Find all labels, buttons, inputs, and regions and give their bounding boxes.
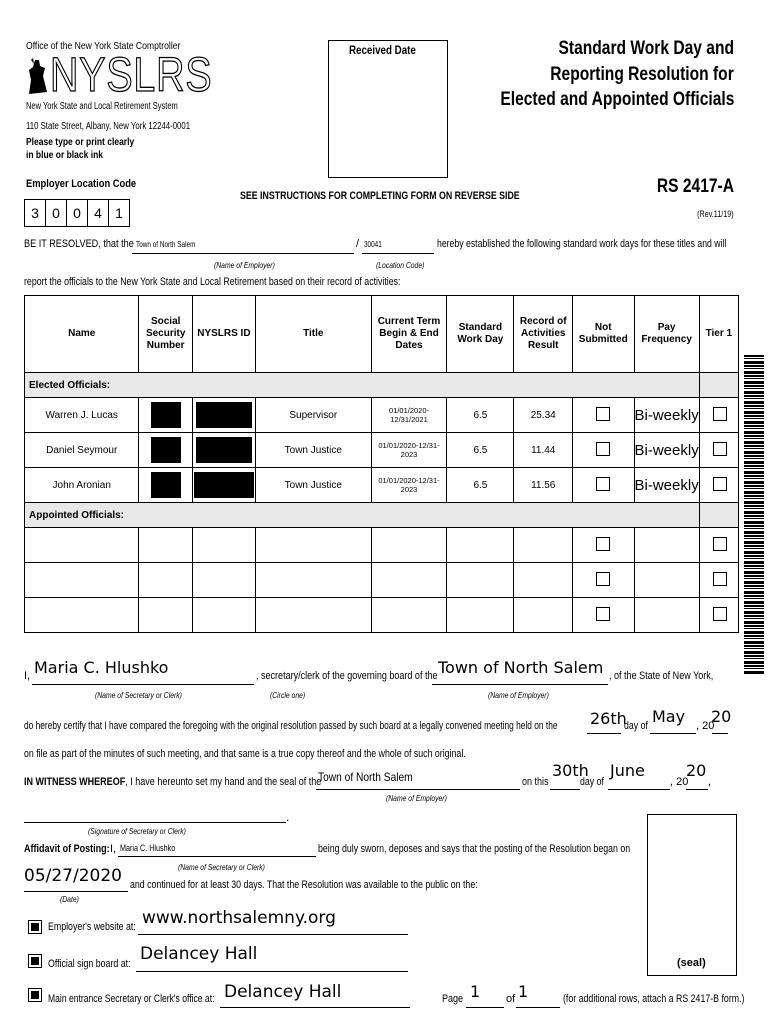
id-cell bbox=[192, 398, 255, 433]
official-name[interactable]: John Aronian bbox=[25, 468, 139, 503]
tier-checkbox[interactable] bbox=[713, 442, 727, 456]
form-title-2: Reporting Resolution for bbox=[550, 64, 734, 85]
not-submitted-cell bbox=[572, 468, 634, 503]
not-submitted-cell bbox=[572, 433, 634, 468]
table-row bbox=[25, 598, 739, 633]
official-name[interactable]: Warren J. Lucas bbox=[25, 398, 139, 433]
official-title[interactable]: Town Justice bbox=[255, 468, 371, 503]
additional-note: (for additional rows, attach a RS 2417-B form.) bbox=[563, 993, 745, 1005]
not-submitted-checkbox[interactable] bbox=[596, 572, 610, 586]
clerk-name[interactable]: Maria C. Hlushko bbox=[34, 658, 169, 677]
id-cell bbox=[192, 433, 255, 468]
affidavit-name-caption: (Name of Secretary or Clerk) bbox=[178, 862, 265, 872]
official-title[interactable]: Town Justice bbox=[255, 433, 371, 468]
official-swd[interactable]: 6.5 bbox=[447, 433, 514, 468]
official-roa[interactable]: 25.34 bbox=[514, 398, 573, 433]
not-submitted-checkbox[interactable] bbox=[596, 407, 610, 421]
witness-bold: IN WITNESS WHEREOF bbox=[24, 776, 126, 788]
not-submitted-checkbox[interactable] bbox=[596, 477, 610, 491]
appointed-label: Appointed Officials: bbox=[25, 503, 700, 528]
logo-text: NYSLRS bbox=[50, 49, 213, 102]
form-title-3: Elected and Appointed Officials bbox=[499, 89, 734, 110]
not-submitted-cell bbox=[572, 598, 634, 633]
redaction bbox=[196, 437, 252, 463]
not-submitted-cell bbox=[572, 528, 634, 563]
tier-cell bbox=[699, 528, 738, 563]
redaction bbox=[151, 472, 181, 498]
code-digit[interactable]: 4 bbox=[87, 199, 108, 227]
official-pay[interactable]: Bi-weekly bbox=[634, 398, 699, 433]
redaction bbox=[196, 402, 252, 428]
redaction bbox=[151, 437, 181, 463]
redaction bbox=[194, 472, 254, 498]
location-caption: (Location Code) bbox=[376, 260, 425, 270]
resolved-suffix: hereby established the following standard work days for these titles and will bbox=[437, 238, 727, 250]
col-header-pay-frequency: Pay Frequency bbox=[634, 296, 699, 373]
elected-label: Elected Officials: bbox=[25, 373, 700, 398]
print-note-1: Please type or print clearly bbox=[26, 137, 135, 148]
form-title-1: Standard Work Day and bbox=[558, 38, 734, 59]
not-submitted-cell bbox=[572, 398, 634, 433]
circle-caption: (Circle one) bbox=[270, 690, 306, 700]
location-code-line[interactable] bbox=[362, 253, 434, 254]
page-label: Page bbox=[442, 993, 464, 1005]
ssn-cell bbox=[139, 398, 193, 433]
tier-cell bbox=[699, 598, 738, 633]
affidavit-name[interactable]: Maria C. Hlushko bbox=[120, 843, 176, 853]
table-header-row bbox=[25, 296, 739, 373]
day-of-label: day of bbox=[624, 720, 648, 732]
official-roa[interactable]: 11.44 bbox=[514, 433, 573, 468]
revision: (Rev.11/19) bbox=[697, 209, 734, 219]
certify-i: I, bbox=[24, 670, 31, 682]
witness-day-of: day of bbox=[580, 776, 604, 788]
affidavit-label: Affidavit of Posting: bbox=[24, 843, 110, 855]
certify-line3: on file as part of the minutes of such meeting, and that same is a true copy thereof and the whole of such original. bbox=[24, 748, 466, 760]
witness-year-prefix: , 20 bbox=[670, 776, 689, 788]
witness-year[interactable]: 20 bbox=[686, 761, 707, 780]
website-label: Employer's website at: bbox=[48, 921, 136, 933]
tier-checkbox[interactable] bbox=[713, 537, 727, 551]
employer-name-line[interactable] bbox=[432, 684, 608, 685]
received-date-box[interactable] bbox=[328, 40, 448, 178]
slash: / bbox=[356, 238, 360, 250]
office-name: Office of the New York State Comptroller bbox=[26, 40, 181, 52]
appointed-section-row bbox=[25, 503, 739, 528]
sign-board-value[interactable]: Delancey Hall bbox=[140, 944, 258, 964]
not-submitted-checkbox[interactable] bbox=[596, 537, 610, 551]
employer-line[interactable] bbox=[132, 253, 354, 254]
certify-state: , of the State of New York, bbox=[609, 670, 714, 682]
resolved-line2: report the officials to the New York State and Local Retirement based on their record of activities: bbox=[24, 276, 401, 288]
col-header-not-submitted: Not Submitted bbox=[572, 296, 634, 373]
signature-caption: (Signature of Secretary or Clerk) bbox=[88, 826, 186, 836]
table-row bbox=[25, 433, 739, 468]
table-row bbox=[25, 468, 739, 503]
col-header-nyslrs-id: NYSLRS ID bbox=[192, 296, 255, 373]
witness-employer-line[interactable] bbox=[316, 789, 520, 790]
code-digit[interactable]: 1 bbox=[108, 199, 130, 227]
witness-month-line[interactable] bbox=[608, 789, 670, 790]
certify-employer[interactable]: Town of North Salem bbox=[438, 658, 604, 677]
meeting-day[interactable]: 26th bbox=[590, 709, 627, 728]
official-pay[interactable]: Bi-weekly bbox=[634, 468, 699, 503]
page-number[interactable]: 1 bbox=[470, 982, 481, 1001]
not-submitted-checkbox[interactable] bbox=[596, 442, 610, 456]
employer-code-boxes[interactable] bbox=[24, 199, 130, 227]
official-swd[interactable]: 6.5 bbox=[447, 398, 514, 433]
resolved-prefix: BE IT RESOLVED, that the bbox=[24, 238, 134, 250]
col-header-record-of-activities: Record of Activities Result bbox=[514, 296, 573, 373]
of-line[interactable] bbox=[516, 1007, 560, 1008]
witness-comma: , bbox=[708, 776, 712, 788]
clerk-caption: (Name of Secretary or Clerk) bbox=[95, 690, 182, 700]
certify-mid: , secretary/clerk of the governing board of the bbox=[256, 670, 438, 682]
employer-caption-2: (Name of Employer) bbox=[488, 690, 549, 700]
website-value[interactable]: www.northsalemny.org bbox=[142, 908, 336, 928]
affidavit-continued: and continued for at least 30 days. That the Resolution was available to the public on the: bbox=[130, 879, 478, 891]
ssn-cell bbox=[139, 468, 193, 503]
office-value[interactable]: Delancey Hall bbox=[224, 982, 342, 1002]
col-header-title: Title bbox=[255, 296, 371, 373]
witness-month[interactable]: June bbox=[610, 761, 645, 780]
resolved-location-code[interactable]: 30041 bbox=[364, 240, 382, 249]
instructions-note: SEE INSTRUCTIONS FOR COMPLETING FORM ON REVERSE SIDE bbox=[240, 190, 520, 202]
tier-checkbox[interactable] bbox=[713, 407, 727, 421]
employer-caption: (Name of Employer) bbox=[214, 260, 275, 270]
sign-board-label: Official sign board at: bbox=[48, 958, 131, 970]
official-pay[interactable]: Bi-weekly bbox=[634, 433, 699, 468]
posting-date-line[interactable] bbox=[24, 891, 128, 892]
office-line[interactable] bbox=[220, 1007, 410, 1008]
not-submitted-checkbox[interactable] bbox=[596, 607, 610, 621]
seal-label: (seal) bbox=[677, 957, 706, 969]
official-name[interactable]: Daniel Seymour bbox=[25, 433, 139, 468]
tier-cell bbox=[699, 398, 738, 433]
witness-day[interactable]: 30th bbox=[552, 761, 589, 780]
official-term[interactable]: 01/01/2020-12/31-2023 bbox=[371, 468, 447, 503]
date-caption: (Date) bbox=[60, 894, 79, 904]
print-note-2: in blue or black ink bbox=[26, 150, 103, 161]
col-header-name: Name bbox=[25, 296, 139, 373]
meeting-year[interactable]: 20 bbox=[711, 707, 732, 726]
tier-cell bbox=[699, 433, 738, 468]
col-header-term: Current Term Begin & End Dates bbox=[371, 296, 447, 373]
certify-line2: do hereby certify that I have compared the foregoing with the original resolution passed by such board at a legally convened meeting held on the bbox=[24, 720, 558, 732]
office-label: Main entrance Secretary or Clerk's office at: bbox=[48, 993, 215, 1005]
redaction bbox=[151, 402, 181, 428]
ssn-cell bbox=[139, 433, 193, 468]
affidavit-rest: being duly sworn, deposes and says that the posting of the Resolution began on bbox=[318, 843, 631, 855]
tier-cell bbox=[699, 563, 738, 598]
seal-box[interactable] bbox=[647, 814, 737, 976]
official-title[interactable]: Supervisor bbox=[255, 398, 371, 433]
tier-checkbox[interactable] bbox=[713, 477, 727, 491]
code-digit[interactable]: 3 bbox=[24, 199, 45, 227]
witness-rest: , I have hereunto set my hand and the seal of the bbox=[125, 776, 322, 788]
year-line[interactable] bbox=[712, 733, 728, 734]
official-term[interactable]: 01/01/2020-12/31-2023 bbox=[371, 433, 447, 468]
table-row bbox=[25, 528, 739, 563]
col-header-ssn: Social Security Number bbox=[139, 296, 193, 373]
table-row bbox=[25, 398, 739, 433]
received-date-label: Received Date bbox=[349, 45, 416, 57]
affidavit-name-line[interactable] bbox=[118, 856, 316, 857]
address: 110 State Street, Albany, New York 12244-0001 bbox=[26, 121, 191, 132]
posting-date[interactable]: 05/27/2020 bbox=[24, 866, 122, 886]
sign-board-checkbox[interactable] bbox=[28, 954, 42, 968]
barcode bbox=[744, 355, 764, 675]
witness-employer-caption: (Name of Employer) bbox=[386, 793, 447, 803]
code-digit[interactable]: 0 bbox=[45, 199, 66, 227]
office-checkbox[interactable] bbox=[28, 988, 42, 1002]
form-number: RS 2417-A bbox=[656, 176, 734, 197]
witness-employer[interactable]: Town of North Salem bbox=[318, 770, 413, 784]
not-submitted-cell bbox=[572, 563, 634, 598]
code-digit[interactable]: 0 bbox=[66, 199, 87, 227]
clerk-name-line[interactable] bbox=[32, 684, 254, 685]
day-line[interactable] bbox=[587, 733, 621, 734]
official-term[interactable]: 01/01/2020-12/31/2021 bbox=[371, 398, 447, 433]
official-roa[interactable]: 11.56 bbox=[514, 468, 573, 503]
official-swd[interactable]: 6.5 bbox=[447, 468, 514, 503]
tier-cell bbox=[699, 468, 738, 503]
page-total[interactable]: 1 bbox=[518, 982, 529, 1001]
tier-checkbox[interactable] bbox=[713, 572, 727, 586]
affidavit-i: I, bbox=[110, 843, 117, 855]
month-line[interactable] bbox=[650, 733, 696, 734]
of-label: of bbox=[506, 993, 516, 1005]
witness-year-line[interactable] bbox=[686, 789, 708, 790]
system-name: New York State and Local Retirement System bbox=[26, 101, 178, 112]
elected-section-row bbox=[25, 373, 739, 398]
employer-code-label: Employer Location Code bbox=[26, 178, 137, 190]
signature-period: . bbox=[286, 810, 290, 824]
sign-board-line[interactable] bbox=[136, 971, 408, 972]
witness-line bbox=[24, 776, 321, 788]
resolved-employer[interactable]: Town of North Salem bbox=[136, 240, 196, 249]
website-checkbox[interactable] bbox=[28, 920, 42, 934]
meeting-month[interactable]: May bbox=[652, 707, 686, 726]
col-header-tier-1: Tier 1 bbox=[699, 296, 738, 373]
tier-checkbox[interactable] bbox=[713, 607, 727, 621]
signature-line[interactable] bbox=[24, 822, 286, 823]
year-prefix: , 20 bbox=[696, 720, 715, 732]
on-this-label: on this bbox=[522, 776, 549, 788]
website-line[interactable] bbox=[138, 934, 408, 935]
statue-icon bbox=[27, 58, 49, 96]
table-row bbox=[25, 563, 739, 598]
id-cell bbox=[192, 468, 255, 503]
witness-day-line[interactable] bbox=[550, 789, 580, 790]
nyslrs-logo bbox=[27, 58, 49, 101]
page-line[interactable] bbox=[466, 1007, 504, 1008]
officials-table bbox=[24, 295, 739, 633]
col-header-standard-work-day: Standard Work Day bbox=[447, 296, 514, 373]
